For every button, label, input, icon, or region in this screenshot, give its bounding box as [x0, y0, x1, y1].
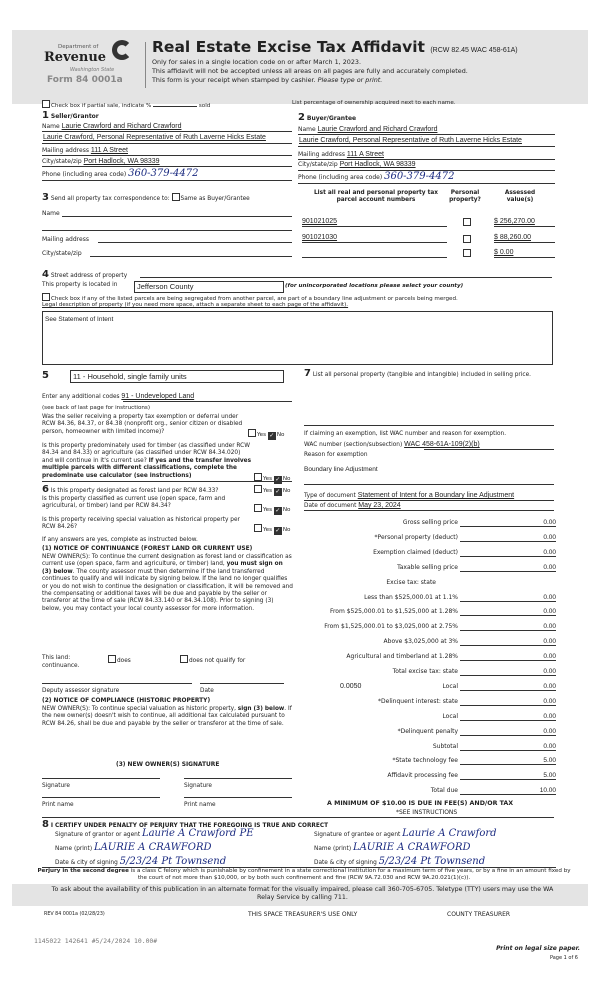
value: Laurie Crawford and Richard Crawford: [317, 126, 438, 133]
sold-label: sold: [198, 103, 211, 109]
tax-row: [300, 743, 556, 752]
underline: [42, 180, 292, 181]
value: May 23, 2024: [358, 502, 401, 509]
tax-row-label: Above $3,025,000 at 3%: [383, 638, 458, 646]
if-yes-note: If any answers are yes, complete as instructed below.: [42, 537, 198, 543]
divider: [42, 817, 554, 818]
label: Signature of grantor or agent: [55, 832, 141, 838]
cashier-stamp: 1145022 142641 #5/24/2024 10.00#: [34, 937, 158, 945]
segregated-checkbox[interactable]: [42, 293, 50, 301]
timber-yes-no: [254, 473, 290, 484]
assessed-value[interactable]: $ 256,270.00: [494, 218, 555, 227]
same-as-buyer-checkbox[interactable]: [172, 193, 180, 201]
section-5-number: 5: [42, 370, 49, 381]
label: Check box if any of the listed parcels are being segregated from another parcel, are part of a boundary line adjustment or parcels being merged.: [51, 296, 458, 302]
state-label: Washington State: [70, 67, 115, 73]
tax-row-value[interactable]: 0.00: [460, 608, 556, 616]
buyer-city-field[interactable]: [298, 161, 416, 168]
perjury-notice: [34, 868, 574, 882]
street-address-row: [42, 269, 127, 280]
continuance-label: continuance.: [42, 663, 80, 669]
partial-percent-field[interactable]: [153, 106, 197, 107]
tax-row-value[interactable]: 0.00: [460, 623, 556, 631]
same-label: Same as Buyer/Grantee: [180, 196, 250, 202]
no-label: No: [282, 527, 291, 533]
title-text: Real Estate Excise Tax Affidavit: [152, 38, 425, 56]
no-checkbox-checked[interactable]: ✓: [275, 476, 281, 483]
timber-question: [42, 443, 252, 480]
buyer-heading-text: Buyer/Grantee: [306, 115, 357, 122]
revision-label: REV 84 0001a (02/28/23): [44, 912, 105, 917]
exemption-yes-no: [248, 429, 284, 440]
notice-3-title: (3) NEW OWNER(S) SIGNATURE: [116, 762, 220, 768]
doc-date-field[interactable]: [304, 502, 401, 509]
minimum-note: A MINIMUM OF $10.00 IS DUE IN FEE(S) AND/OR TAX: [327, 800, 514, 807]
land-use-code-select[interactable]: 11 - Household, single family units: [70, 370, 284, 383]
tax-row-value[interactable]: 5.00: [460, 757, 556, 765]
tax-row-label: *State technology fee: [392, 757, 458, 765]
bold: you must sign on (3) below: [42, 561, 283, 575]
doc-type-field[interactable]: [304, 492, 514, 499]
corr-mail-label: Mailing address: [42, 236, 89, 243]
signature-label: Signature: [42, 783, 70, 789]
tax-row-value[interactable]: 0.00: [460, 713, 556, 721]
revenue-logo-icon: [112, 40, 132, 60]
reason-label: Reason for exemption: [304, 452, 368, 458]
tax-row-value[interactable]: 0.00: [460, 698, 556, 706]
form-number: Form 84 0001a: [47, 75, 123, 85]
county-note: (for unincorporated locations please select your county): [285, 283, 464, 289]
value: 360-379-4472: [128, 168, 199, 179]
seller-heading-text: Seller/Grantor: [50, 113, 99, 120]
divider: [42, 481, 292, 482]
tax-row-value[interactable]: 0.00: [460, 594, 556, 602]
tax-row-value[interactable]: 0.00: [460, 683, 556, 691]
underline: [424, 449, 554, 450]
owner-print-2-field[interactable]: [184, 797, 292, 798]
owner-signature-2-field[interactable]: [184, 778, 292, 779]
underline: [298, 146, 555, 147]
tax-row-label: *Delinquent penalty: [397, 727, 458, 735]
tax-row: [300, 787, 556, 796]
seller-mail-field[interactable]: [42, 147, 128, 154]
tax-row-label: Gross selling price: [402, 519, 458, 526]
tax-row-label: Less than $525,000.01 at 1.1%: [364, 593, 458, 601]
header-line-2: This affidavit will not be accepted unless all areas on all pages are fully and accurately completed.: [152, 67, 468, 75]
corr-city-label: City/state/zip: [42, 250, 82, 257]
tax-row: [300, 623, 556, 632]
notice-2-title: (2) NOTICE OF COMPLIANCE (HISTORIC PROPERTY): [42, 698, 211, 704]
underline: [42, 155, 292, 156]
tax-row: [300, 683, 556, 692]
section-number: 6: [42, 484, 49, 495]
alt-format-notice: To ask about the availability of this publication in an alternate format for the visually impaired, please call 360-705-6705. Teletype (TTY) users may use the WA Relay Service by calling 711.: [51, 886, 554, 901]
label: Date & city of signing: [55, 860, 118, 866]
value: Port Hadlock, WA 98339: [83, 158, 160, 165]
buyer-phone-field[interactable]: [298, 171, 454, 182]
buyer-mail-field[interactable]: [298, 151, 384, 158]
line3-text: This form is your receipt when stamped by cashier.: [152, 76, 316, 84]
does-checkbox[interactable]: [108, 655, 116, 663]
yes-checkbox[interactable]: [254, 504, 262, 512]
label: Phone (including area code): [42, 171, 127, 178]
section-number: 2: [298, 112, 305, 123]
underline: [298, 183, 555, 184]
tax-row-value[interactable]: 10.00: [460, 787, 556, 795]
value: 111 A Street: [346, 151, 384, 158]
yes-checkbox[interactable]: [248, 429, 256, 437]
tax-row-value[interactable]: 0.00: [460, 653, 556, 661]
label: Name: [42, 123, 60, 130]
personal-property-checkbox[interactable]: [463, 218, 471, 226]
agency-logo-text: Revenue: [44, 50, 107, 65]
tax-row-value[interactable]: 0.00: [460, 549, 556, 557]
tax-row-label: Taxable selling price: [397, 563, 458, 571]
no-label: No: [282, 488, 291, 494]
tax-row: [300, 638, 556, 647]
personal-col-header: Personal property?: [449, 190, 481, 203]
owner-signature-1-field[interactable]: [42, 778, 160, 779]
underline: [298, 134, 555, 135]
yes-label: Yes: [263, 488, 273, 494]
label: Mailing address: [298, 151, 345, 158]
text: . The county assessor must then determine if the land transferred continues to qualify and will indicate by signing below. If the land no longer qualifies or you do not wish to continue the designation or classification, it will be removed and the compensating or additional taxes will be due and payable by the seller or transferor at the time of sale (RCW 84.33.140 or 84.34.108). Prior to signing (3) below, you may contact your local county assessor for more information.: [42, 568, 293, 612]
partial-sale-checkbox[interactable]: [42, 100, 50, 108]
tax-row-label: Excise tax: state: [386, 578, 436, 586]
segregated-row: [42, 293, 458, 302]
additional-codes-field[interactable]: [42, 393, 194, 400]
exemption-question: Was the seller receiving a property tax exemption or deferral under RCW 84.36, 84.37, or 84.38 (nonprofit org., senior citizen or disabled person, homeowner with limited income)?: [42, 414, 243, 435]
value: Port Hadlock, WA 98339: [339, 161, 416, 168]
no-checkbox-checked[interactable]: ✓: [275, 488, 281, 495]
tax-row-value[interactable]: 0.00: [460, 668, 556, 676]
label: Street address of property: [50, 273, 128, 279]
corr-name-field[interactable]: [62, 216, 292, 217]
personal-property-field[interactable]: [304, 425, 554, 426]
buyer-name2-field[interactable]: Laurie Crawford, Personal Representative of Ruth Laverne Hicks Estate: [299, 137, 522, 144]
tax-row-value[interactable]: 0.00: [460, 519, 556, 527]
corr-name-label: Name: [42, 210, 60, 217]
ownership-note: List percentage of ownership acquired next to each name.: [292, 100, 456, 106]
label: City/state/zip: [42, 158, 82, 165]
label: City/state/zip: [298, 161, 338, 168]
historic-question: Is this property receiving special valuation as historical property per RCW 84.26?: [42, 517, 240, 531]
current-use-question: Is this property classified as current use (open space, farm and agricultural, or timber) land per RCW 84.34?: [42, 496, 226, 510]
county-treasurer-label: COUNTY TREASURER: [447, 911, 511, 918]
yes-label: Yes: [263, 527, 273, 533]
no-checkbox-checked[interactable]: ✓: [269, 432, 275, 439]
label: WAC number (section/subsection): [304, 442, 403, 448]
certify-text: I CERTIFY UNDER PENALTY OF PERJURY THAT THE FOREGOING IS TRUE AND CORRECT: [50, 823, 329, 829]
tax-row-value[interactable]: 0.00: [460, 743, 556, 751]
tax-row-label: *Personal property (deduct): [374, 533, 458, 541]
seller-phone-field[interactable]: [42, 168, 198, 179]
label: Name (print): [55, 846, 93, 852]
label: does: [117, 658, 131, 664]
section-number: 3: [42, 192, 49, 203]
handwritten-signature: Laurie A Crawford: [402, 828, 497, 839]
signature-label: Signature: [184, 783, 212, 789]
text: NEW OWNER(S): To continue special valuation as historic property,: [42, 706, 236, 712]
legal-label: Legal description of property (if you need more space, attach a separate sheet to each page of the affidavit).: [42, 302, 349, 308]
label: Mailing address: [42, 147, 89, 154]
tax-row-label: Subtotal: [432, 742, 458, 750]
section-number: 4: [42, 269, 49, 280]
parcel-col-header: List all real and personal property tax parcel account numbers: [313, 190, 439, 203]
tax-row-value[interactable]: 0.00: [460, 728, 556, 736]
does-option: [108, 655, 131, 664]
handwritten-name: LAURIE A CRAWFORD: [93, 842, 212, 853]
bold: Perjury in the second degree: [37, 868, 129, 874]
yes-checkbox[interactable]: [254, 524, 262, 532]
see-instructions: *SEE INSTRUCTIONS: [396, 809, 458, 816]
grantee-name-field[interactable]: [314, 842, 471, 853]
label: Phone (including area code): [298, 174, 383, 181]
forest-yes-no: [254, 485, 290, 496]
tax-row-label: Local: [442, 682, 458, 690]
tax-row-label: Total due: [430, 787, 458, 795]
value: WAC 458-61A-109(2)(b): [404, 441, 480, 448]
value: 91 - Undeveloped Land: [121, 393, 195, 400]
yes-checkbox[interactable]: [254, 473, 262, 481]
handwritten-name: LAURIE A CRAWFORD: [352, 842, 471, 853]
label: Type of document: [304, 493, 356, 499]
tax-row-label: From $1,525,000.01 to $3,025,000 at 2.75%: [324, 623, 458, 631]
tax-row-label: From $525,000.01 to $1,525,000 at 1.28%: [329, 608, 458, 616]
tax-row-value[interactable]: 5.00: [460, 772, 556, 780]
grantee-date-field[interactable]: [314, 856, 485, 867]
label: Name (print): [314, 846, 352, 852]
handwritten-signature: Laurie A Crawford PE: [141, 828, 254, 839]
reason-underline: [304, 484, 554, 485]
tax-row: [300, 668, 556, 677]
partial-label: Check box if partial sale, indicate %: [51, 103, 152, 109]
label: Enter any additional codes: [42, 394, 120, 400]
corr-mail-field[interactable]: [98, 242, 292, 243]
label: Signature of grantee or agent: [314, 832, 401, 838]
correspondence-row: [42, 192, 250, 203]
print-name-label: Print name: [42, 802, 74, 808]
handwritten-date: 5/23/24 Pt Townsend: [378, 856, 486, 867]
local-tax-rate: 0.0050: [340, 682, 362, 690]
no-label: No: [282, 476, 291, 482]
date-label: Date: [200, 688, 214, 694]
reason-value[interactable]: Boundary line Adjustment: [304, 466, 378, 473]
tax-row: [300, 698, 556, 707]
tax-row: [300, 713, 556, 722]
current-use-yes-no: [254, 504, 290, 515]
seller-city-field[interactable]: [42, 158, 160, 165]
tax-row-label: *Delinquent interest: state: [378, 697, 458, 705]
section-number: 1: [42, 110, 49, 121]
section-number: 8: [42, 819, 49, 830]
no-label: No: [276, 432, 285, 438]
tax-row: [300, 549, 556, 558]
yes-checkbox[interactable]: [254, 485, 262, 493]
tax-row: [300, 594, 556, 603]
tax-row: [300, 757, 556, 766]
partial-sale-row: [42, 100, 210, 109]
deputy-signature-field[interactable]: [42, 683, 192, 684]
q-text: Is this property predominately used for timber (as classified under RCW 84.34 and 84.33) or agriculture (as classified under RCW 84.34.020) and will continue in it's current use?: [42, 443, 250, 464]
label: Send all property tax correspondence to:: [50, 196, 170, 202]
dept-label: Department of: [58, 44, 99, 50]
yes-label: Yes: [263, 507, 273, 513]
value: 360-379-4472: [384, 171, 455, 182]
text: is a class C felony which is punishable by confinement in a state correctional institution for a maximum term of five years, or by a fine in an amount fixed by the court of not more than $10,000, or by both such confinement and fine (RCW 9A.72.030 and RCW 9A.20.021(1)(c)).: [128, 868, 571, 881]
page-title: [152, 38, 518, 56]
header-line-3: [152, 76, 382, 84]
section-7-label: [304, 370, 554, 379]
value: 111 A Street: [90, 147, 128, 154]
line3-italic: Please type or print.: [317, 76, 383, 84]
no-label: No: [282, 507, 291, 513]
county-select[interactable]: Jefferson County: [134, 281, 284, 293]
bold: sign (3) below: [237, 706, 285, 712]
label: Name: [298, 126, 316, 133]
handwritten-date: 5/23/24 Pt Townsend: [119, 856, 227, 867]
print-name-label: Print name: [184, 802, 216, 808]
yes-label: Yes: [257, 432, 267, 438]
yes-label: Yes: [263, 476, 273, 482]
text: NEW OWNER(S): To continue the current designation as forest land or classification as current use (open space, farm and agriculture, or timber) land,: [42, 554, 292, 568]
assessed-col-header: Assessed value(s): [504, 190, 536, 203]
wac-field[interactable]: [304, 441, 480, 448]
notice-1-text: [42, 554, 294, 613]
page-number: Page 1 of 6: [549, 955, 578, 961]
see-back-note: (see back of last page for instructions): [42, 405, 151, 411]
tax-row: [300, 564, 556, 573]
seller-heading: [42, 110, 99, 121]
does-not-checkbox[interactable]: [180, 655, 188, 663]
buyer-heading: [298, 112, 356, 123]
label: Date & city of signing: [314, 860, 377, 866]
parcel-number[interactable]: 901021025: [302, 218, 447, 227]
underline: [42, 143, 292, 144]
notice-2-text: [42, 706, 294, 728]
tax-row-value[interactable]: 0.00: [460, 638, 556, 646]
section-number: 7: [304, 368, 311, 379]
underline: [304, 500, 554, 501]
label: does not qualify for: [189, 658, 246, 664]
exemption-note: If claiming an exemption, list WAC number and reason for exemption.: [304, 431, 507, 437]
tax-row: [300, 772, 556, 781]
q-text: Is this property designated as forest land per RCW 84.33?: [50, 488, 219, 494]
assessed-value[interactable]: $ 0.00: [494, 249, 555, 258]
value: Laurie Crawford and Richard Crawford: [61, 123, 182, 130]
grantor-signature-field[interactable]: [55, 828, 254, 839]
rcw-ref: (RCW 82.45 WAC 458-61A): [430, 47, 518, 54]
tax-row: [300, 534, 556, 543]
street-address-field[interactable]: [140, 277, 552, 278]
underline: [304, 510, 554, 511]
forest-question: [42, 484, 218, 495]
deputy-date-field[interactable]: [200, 683, 284, 684]
assessed-value[interactable]: $ 88,260.00: [494, 234, 555, 243]
grantor-name-field[interactable]: [55, 842, 212, 853]
label: List all personal property (tangible and intangible) included in selling price.: [312, 372, 532, 378]
historic-yes-no: [254, 524, 290, 535]
underline: [298, 159, 555, 160]
tax-row-label: Affidavit processing fee: [387, 772, 458, 780]
tax-row: [300, 519, 556, 528]
owner-print-1-field[interactable]: [42, 797, 160, 798]
label: Date of document: [304, 503, 357, 509]
this-land-label: This land:: [42, 655, 71, 661]
tax-row-label: Local: [442, 712, 458, 720]
corr-name2-field[interactable]: [42, 230, 292, 231]
legal-description-field[interactable]: See Statement of Intent: [42, 311, 553, 365]
header-line-1: Only for sales in a single location code on or after March 1, 2023.: [152, 58, 362, 66]
tax-row: [300, 653, 556, 662]
tax-row-label: Exemption claimed (deduct): [373, 548, 458, 556]
seller-name-field[interactable]: [42, 123, 181, 130]
seller-name2-field[interactable]: Laurie Crawford, Personal Representative of Ruth Laverne Hicks Estate: [43, 134, 266, 141]
underline: [42, 131, 292, 132]
text: . If the new owner(s) doesn't wish to continue, all additional tax calculated pursuant to RCW 84.26, shall be due and payable by the seller or transferor at the time of sale.: [42, 706, 292, 727]
value: Statement of Intent for a Boundary line Adjustment: [357, 492, 515, 499]
corr-city-field[interactable]: [90, 256, 292, 257]
tax-row-label: Total excise tax: state: [392, 668, 458, 675]
treasurer-use-label: THIS SPACE TREASURER'S USE ONLY: [248, 911, 358, 918]
parcel-number[interactable]: [302, 249, 447, 258]
tax-row-label: Agricultural and timberland at 1.28%: [346, 653, 458, 661]
does-not-option: [180, 655, 245, 664]
no-checkbox-checked[interactable]: ✓: [275, 527, 281, 534]
personal-property-checkbox[interactable]: [463, 249, 471, 257]
no-checkbox-checked[interactable]: ✓: [275, 507, 281, 514]
underline: [123, 401, 292, 402]
parcel-number[interactable]: 901021030: [302, 234, 447, 243]
grantor-date-field[interactable]: [55, 856, 226, 867]
notice-1-title: (1) NOTICE OF CONTINUANCE (FOREST LAND OR CURRENT USE): [42, 546, 253, 552]
legal-paper-note: Print on legal size paper.: [496, 945, 580, 952]
tax-row: [300, 608, 556, 617]
tax-row: [300, 728, 556, 737]
deputy-label: Deputy assessor signature: [42, 688, 120, 694]
underline: [42, 166, 292, 167]
located-label: This property is located in: [42, 282, 118, 288]
q-bold: If yes and the transfer involves multiple parcels with different classifications, complete the predominate use calculator (see instructions): [42, 457, 252, 479]
personal-property-checkbox[interactable]: [463, 235, 471, 243]
tax-row-value[interactable]: 0.00: [460, 534, 556, 542]
tax-row: [300, 579, 556, 588]
grantee-signature-field[interactable]: [314, 828, 497, 839]
buyer-name-field[interactable]: [298, 126, 437, 133]
tax-row-value[interactable]: 0.00: [460, 564, 556, 572]
header-divider: [145, 42, 146, 88]
